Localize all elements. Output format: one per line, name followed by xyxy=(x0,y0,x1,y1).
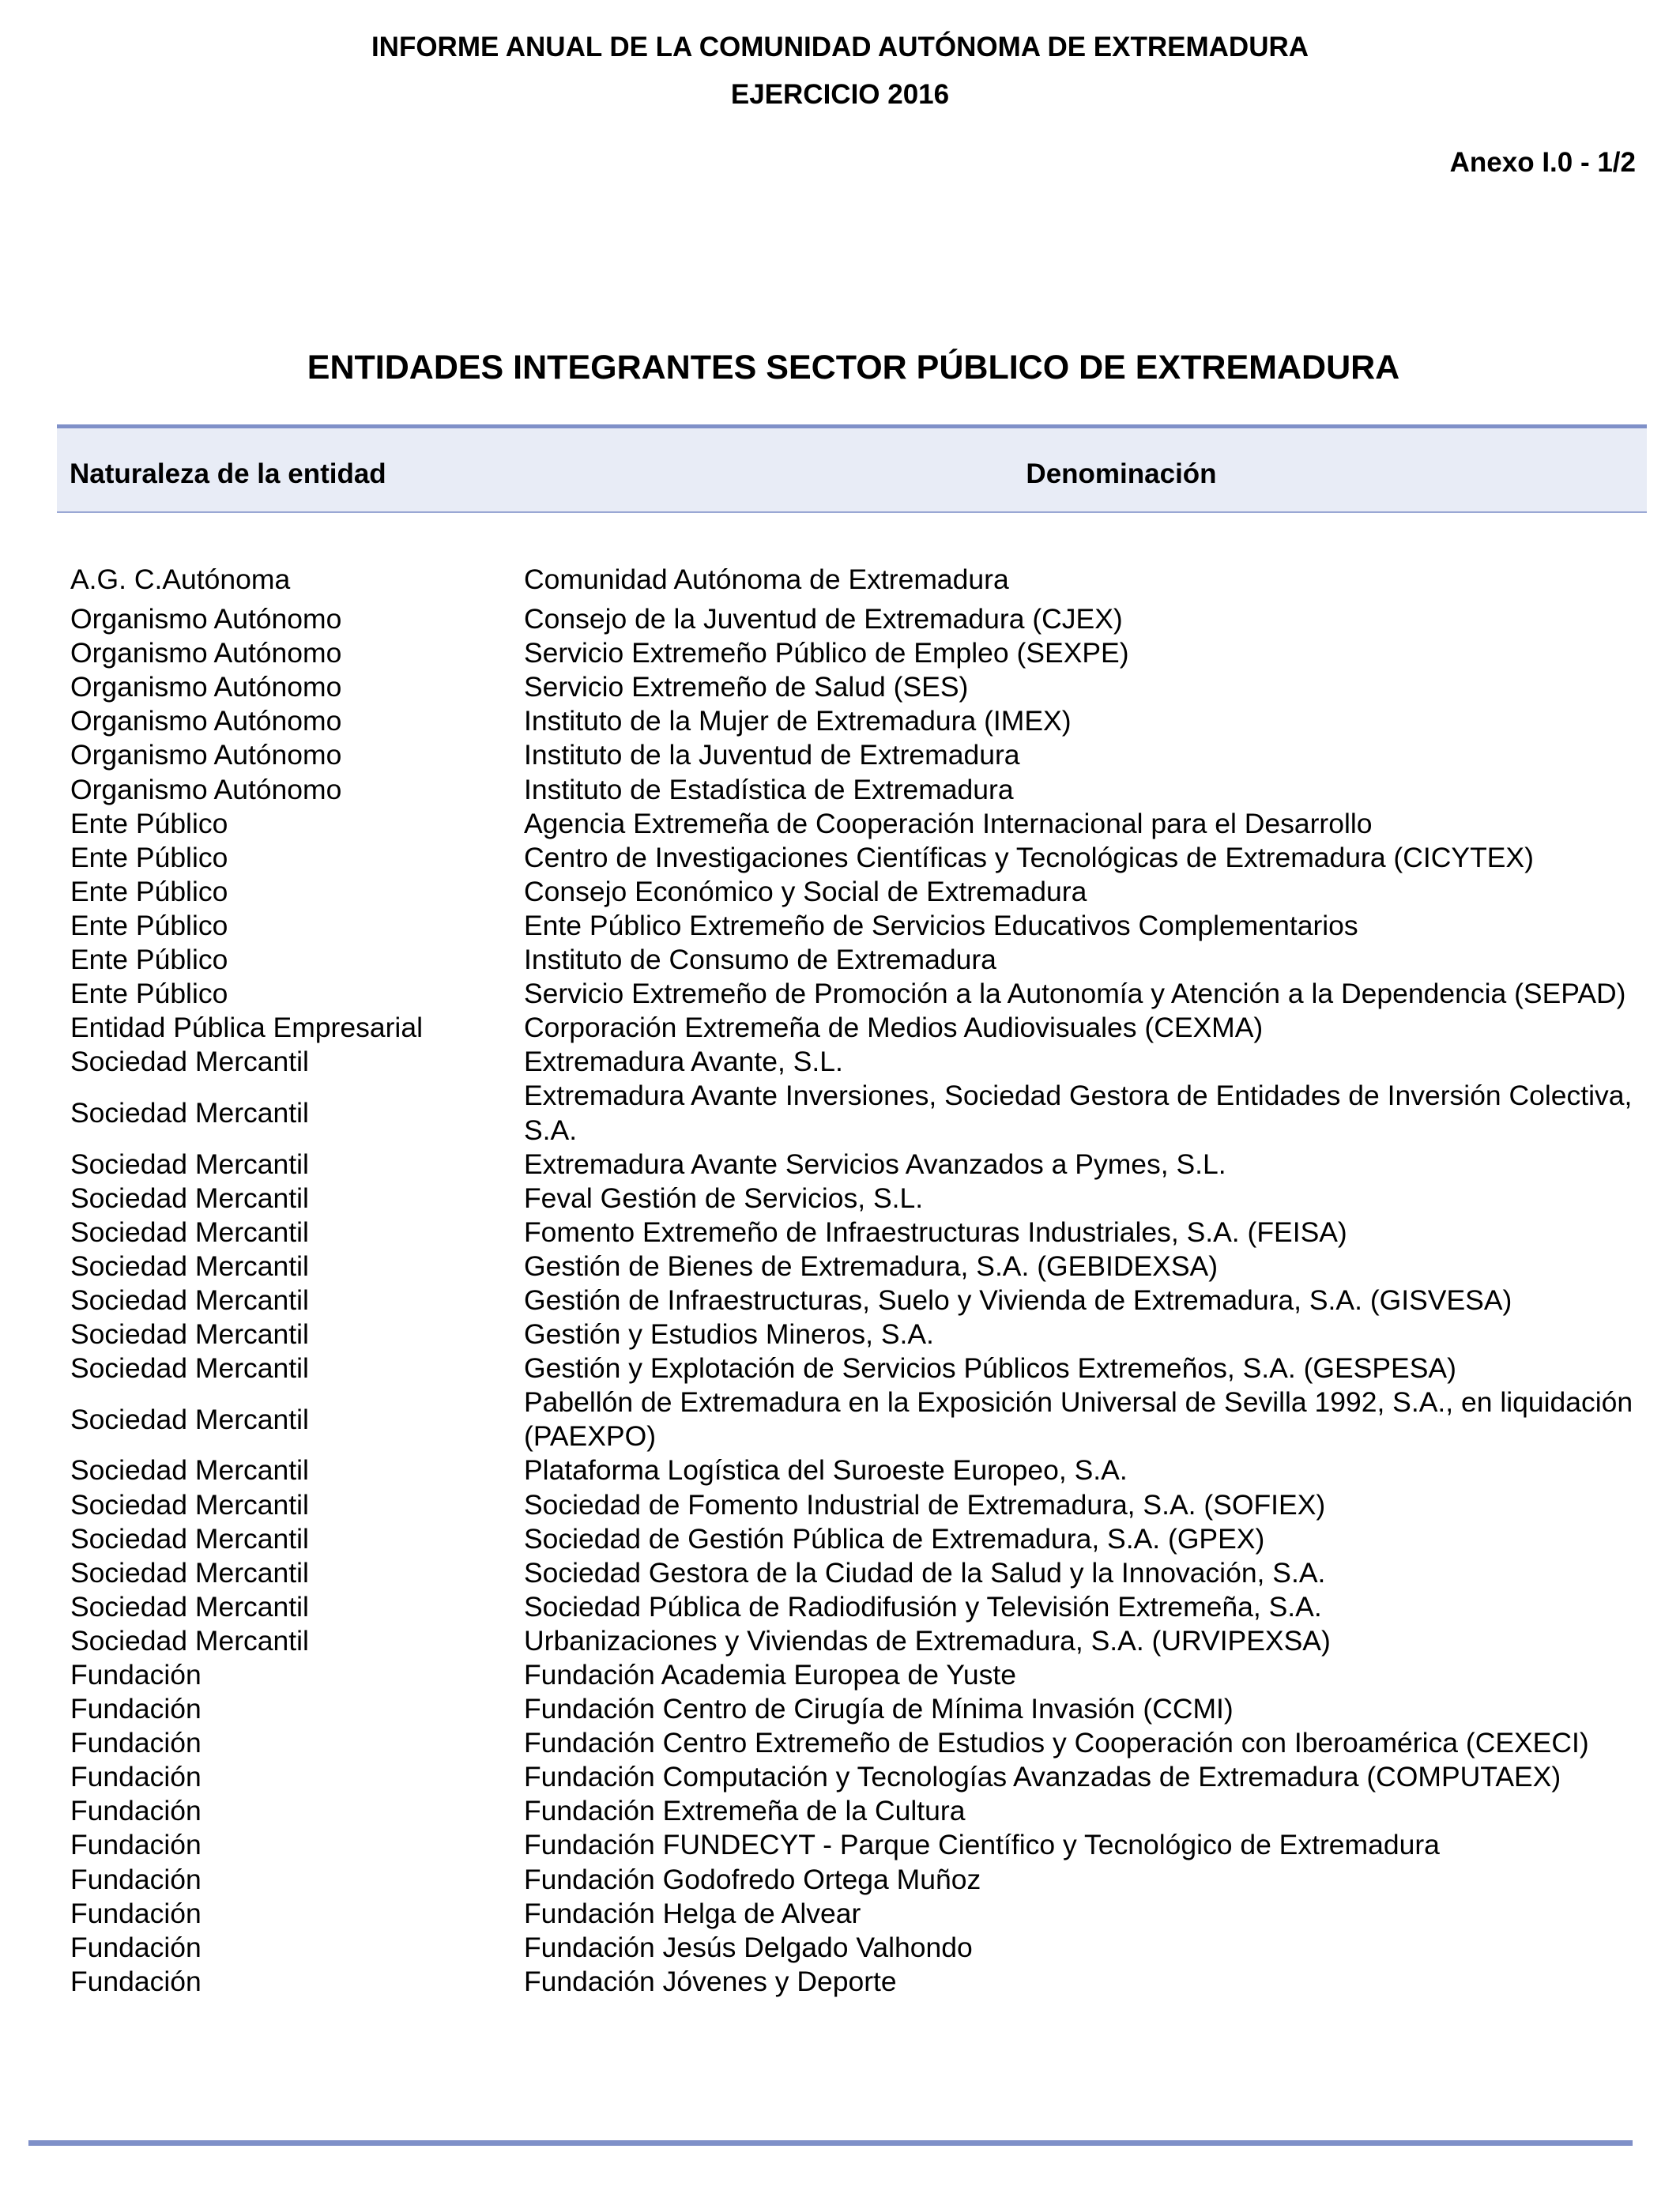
table-row xyxy=(70,1453,1643,1487)
table-row xyxy=(70,1828,1643,1862)
entity-name-cell: Sociedad Gestora de la Ciudad de la Salud y la Innovación, S.A. xyxy=(524,1556,1326,1589)
table-row xyxy=(70,841,1643,875)
column-header-nature: Naturaleza de la entidad xyxy=(70,458,386,489)
section-title: ENTIDADES INTEGRANTES SECTOR PÚBLICO DE EXTREMADURA xyxy=(307,349,1400,386)
entity-type-cell: Sociedad Mercantil xyxy=(70,1488,309,1521)
entity-type-cell: A.G. C.Autónoma xyxy=(70,564,291,595)
table-row xyxy=(70,1148,1643,1182)
entity-name-cell: Gestión y Estudios Mineros, S.A. xyxy=(524,1318,934,1351)
table-row xyxy=(70,1556,1643,1590)
entity-type-cell: Fundación xyxy=(70,1659,202,1691)
table-row xyxy=(70,1079,1643,1147)
entity-name-cell: Pabellón de Extremadura en la Exposición Universal de Sevilla 1992, S.A., en liquidación (PAEXPO) xyxy=(524,1386,1633,1453)
entity-type-cell: Sociedad Mercantil xyxy=(70,1250,309,1282)
entity-type-cell: Ente Público xyxy=(70,807,228,839)
table-row xyxy=(70,1318,1643,1351)
table-row xyxy=(70,602,1643,636)
entity-name-cell: Sociedad Pública de Radiodifusión y Televisión Extremeña, S.A. xyxy=(524,1590,1322,1623)
entity-type-cell: Ente Público xyxy=(70,944,228,976)
entity-name-cell: Feval Gestión de Servicios, S.L. xyxy=(524,1182,924,1214)
entity-name-cell: Consejo de la Juventud de Extremadura (CJEX) xyxy=(524,603,1123,635)
table-row xyxy=(70,1351,1643,1385)
entity-type-cell: Sociedad Mercantil xyxy=(70,1556,309,1589)
table-row xyxy=(70,1658,1643,1692)
entity-name-cell: Servicio Extremeño Público de Empleo (SEXPE) xyxy=(524,637,1129,669)
entity-type-cell: Sociedad Mercantil xyxy=(70,1148,309,1180)
entity-name-cell: Fundación FUNDECYT - Parque Científico y Tecnológico de Extremadura xyxy=(524,1829,1440,1861)
table-row xyxy=(70,1760,1643,1794)
entity-type-cell: Fundación xyxy=(70,1897,202,1929)
entity-name-cell: Corporación Extremeña de Medios Audiovisuales (CEXMA) xyxy=(524,1012,1264,1044)
entity-type-cell: Organismo Autónomo xyxy=(70,739,342,771)
entity-type-cell: Organismo Autónomo xyxy=(70,603,342,635)
entity-type-cell: Ente Público xyxy=(70,841,228,873)
entity-type-cell: Sociedad Mercantil xyxy=(70,1590,309,1623)
table-row xyxy=(70,704,1643,738)
entity-type-cell: Ente Público xyxy=(70,909,228,941)
entity-name-cell: Sociedad de Fomento Industrial de Extremadura, S.A. (SOFIEX) xyxy=(524,1488,1326,1521)
table-row xyxy=(70,807,1643,841)
table-row xyxy=(70,909,1643,943)
entity-name-cell: Plataforma Logística del Suroeste Europeo, S.A. xyxy=(524,1454,1128,1487)
table-row xyxy=(70,670,1643,704)
entity-name-cell: Urbanizaciones y Viviendas de Extremadura, S.A. (URVIPEXSA) xyxy=(524,1624,1331,1657)
entity-type-cell: Sociedad Mercantil xyxy=(70,1318,309,1351)
entity-type-cell: Sociedad Mercantil xyxy=(70,1182,309,1214)
entity-type-cell: Fundación xyxy=(70,1931,202,1963)
table-row xyxy=(70,636,1643,670)
table-row xyxy=(70,1045,1643,1079)
table-row xyxy=(70,1011,1643,1045)
entity-type-cell: Sociedad Mercantil xyxy=(70,1096,309,1129)
entity-name-cell: Extremadura Avante Inversiones, Sociedad Gestora de Entidades de Inversión Colectiva, S.A. xyxy=(524,1080,1633,1146)
table-row xyxy=(70,1726,1643,1760)
entity-type-cell: Sociedad Mercantil xyxy=(70,1046,309,1078)
report-year: EJERCICIO 2016 xyxy=(730,79,950,110)
entity-type-cell: Fundación xyxy=(70,1727,202,1759)
entity-name-cell: Instituto de la Mujer de Extremadura (IMEX) xyxy=(524,705,1072,737)
entity-type-cell: Sociedad Mercantil xyxy=(70,1454,309,1487)
entity-type-cell: Organismo Autónomo xyxy=(70,637,342,669)
entity-type-cell: Entidad Pública Empresarial xyxy=(70,1012,423,1044)
entity-type-cell: Ente Público xyxy=(70,875,228,907)
table-row xyxy=(70,977,1643,1011)
table-row xyxy=(70,1931,1643,1965)
entity-name-cell: Instituto de Estadística de Extremadura xyxy=(524,773,1014,805)
entity-name-cell: Fundación Helga de Alvear xyxy=(524,1897,861,1929)
table-row xyxy=(70,1182,1643,1216)
entity-type-cell: Sociedad Mercantil xyxy=(70,1403,309,1435)
entity-type-cell: Fundación xyxy=(70,1795,202,1827)
entity-name-cell: Extremadura Avante, S.L. xyxy=(524,1046,843,1078)
entity-name-cell: Fundación Jesús Delgado Valhondo xyxy=(524,1931,973,1963)
entity-name-cell: Gestión de Bienes de Extremadura, S.A. (GEBIDEXSA) xyxy=(524,1250,1219,1282)
entity-type-cell: Sociedad Mercantil xyxy=(70,1522,309,1555)
annex-label: Anexo I.0 - 1/2 xyxy=(1449,147,1636,178)
report-title: INFORME ANUAL DE LA COMUNIDAD AUTÓNOMA DE EXTREMADURA xyxy=(371,32,1309,62)
entity-type-cell: Fundación xyxy=(70,1761,202,1793)
entity-name-cell: Fundación Academia Europea de Yuste xyxy=(524,1659,1017,1691)
entity-name-cell: Fomento Extremeño de Infraestructuras Industriales, S.A. (FEISA) xyxy=(524,1216,1347,1248)
entity-type-cell: Fundación xyxy=(70,1693,202,1725)
table-row xyxy=(70,1897,1643,1931)
table-row xyxy=(70,943,1643,977)
entity-type-cell: Fundación xyxy=(70,1829,202,1861)
entity-name-cell: Fundación Godofredo Ortega Muñoz xyxy=(524,1863,981,1895)
entity-type-cell: Organismo Autónomo xyxy=(70,705,342,737)
entity-name-cell: Comunidad Autónoma de Extremadura xyxy=(524,564,1009,595)
table-row xyxy=(70,1216,1643,1250)
entity-name-cell: Gestión y Explotación de Servicios Públicos Extremeños, S.A. (GESPESA) xyxy=(524,1352,1456,1385)
table-row xyxy=(70,1590,1643,1624)
entity-name-cell: Fundación Computación y Tecnologías Avanzadas de Extremadura (COMPUTAEX) xyxy=(524,1761,1561,1793)
column-header-name: Denominación xyxy=(1026,458,1217,489)
entity-type-cell: Fundación xyxy=(70,1863,202,1895)
entity-type-cell: Sociedad Mercantil xyxy=(70,1216,309,1248)
entity-name-cell: Fundación Centro Extremeño de Estudios y Cooperación con Iberoamérica (CEXECI) xyxy=(524,1727,1589,1759)
table-row xyxy=(70,773,1643,807)
entity-name-cell: Centro de Investigaciones Científicas y Tecnológicas de Extremadura (CICYTEX) xyxy=(524,841,1534,873)
table-row xyxy=(70,1965,1643,1999)
entity-type-cell: Sociedad Mercantil xyxy=(70,1284,309,1316)
table-row xyxy=(70,875,1643,909)
entity-type-cell: Organismo Autónomo xyxy=(70,773,342,805)
table-header xyxy=(57,424,1647,513)
table-row xyxy=(70,1522,1643,1556)
table-row xyxy=(70,1488,1643,1522)
table-row xyxy=(70,1250,1643,1284)
entity-name-cell: Fundación Extremeña de la Cultura xyxy=(524,1795,966,1827)
entity-name-cell: Consejo Económico y Social de Extremadura xyxy=(524,875,1087,907)
entity-name-cell: Instituto de la Juventud de Extremadura xyxy=(524,739,1020,771)
table-row xyxy=(70,1624,1643,1658)
entity-type-cell: Sociedad Mercantil xyxy=(70,1352,309,1385)
entity-name-cell: Fundación Jóvenes y Deporte xyxy=(524,1965,897,1997)
entity-type-cell: Sociedad Mercantil xyxy=(70,1624,309,1657)
footer-divider xyxy=(28,2140,1633,2146)
entity-name-cell: Servicio Extremeño de Promoción a la Autonomía y Atención a la Dependencia (SEPAD) xyxy=(524,978,1626,1010)
entity-name-cell: Instituto de Consumo de Extremadura xyxy=(524,944,996,976)
entity-type-cell: Fundación xyxy=(70,1965,202,1997)
entity-table xyxy=(70,563,1643,1999)
entity-type-cell: Organismo Autónomo xyxy=(70,671,342,703)
table-row xyxy=(70,738,1643,772)
entity-type-cell: Ente Público xyxy=(70,978,228,1010)
table-row xyxy=(70,563,1643,597)
entity-name-cell: Sociedad de Gestión Pública de Extremadura, S.A. (GPEX) xyxy=(524,1522,1265,1555)
table-row xyxy=(70,1385,1643,1453)
table-row xyxy=(70,1692,1643,1726)
table-row xyxy=(70,1794,1643,1828)
table-row xyxy=(70,1284,1643,1318)
entity-name-cell: Extremadura Avante Servicios Avanzados a Pymes, S.L. xyxy=(524,1148,1226,1180)
entity-name-cell: Gestión de Infraestructuras, Suelo y Vivienda de Extremadura, S.A. (GISVESA) xyxy=(524,1284,1512,1316)
entity-name-cell: Agencia Extremeña de Cooperación Internacional para el Desarrollo xyxy=(524,807,1373,839)
entity-name-cell: Fundación Centro de Cirugía de Mínima Invasión (CCMI) xyxy=(524,1693,1234,1725)
entity-name-cell: Servicio Extremeño de Salud (SES) xyxy=(524,671,969,703)
table-row xyxy=(70,1863,1643,1897)
entity-name-cell: Ente Público Extremeño de Servicios Educativos Complementarios xyxy=(524,909,1358,941)
